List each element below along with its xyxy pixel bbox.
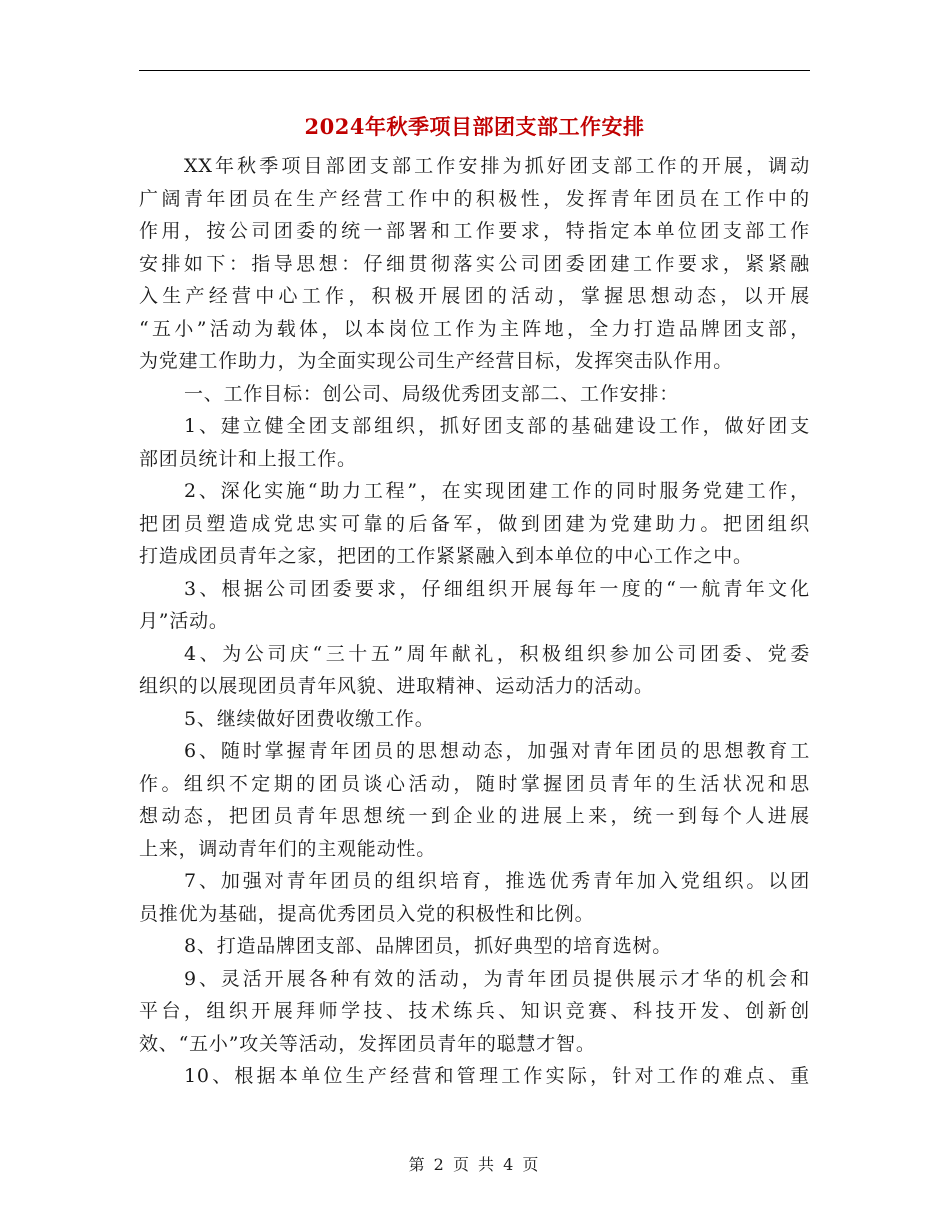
body-line: 一、工作目标：创公司、局级优秀团支部二、工作安排： [184, 382, 680, 405]
body-line: XX年秋季项目部团支部工作安排为抓好团支部工作的开展，调动 [184, 155, 810, 177]
header-rule [139, 70, 810, 71]
body-line: “五小”活动为载体，以本岗位工作为主阵地，全力打造品牌团支部， [139, 317, 810, 340]
body-line: 6、随时掌握青年团员的思想动态，加强对青年团员的思想教育工 [184, 740, 810, 762]
body-line: 5、继续做好团费收缴工作。 [184, 707, 435, 730]
body-line: 4、为公司庆“三十五”周年献礼，积极组织参加公司团委、党委 [184, 642, 810, 665]
body-line: 部团员统计和上报工作。 [139, 447, 357, 470]
body-line: 入生产经营中心工作，积极开展团的活动，掌握思想动态，以开展 [139, 285, 810, 307]
body-line: 1、建立健全团支部组织，抓好团支部的基础建设工作，做好团支 [184, 415, 810, 437]
body-line: 10、根据本单位生产经营和管理工作实际，针对工作的难点、重 [184, 1065, 810, 1087]
document-title: 2024年秋季项目部团支部工作安排 [304, 114, 645, 139]
page-number-footer: 第 2 页 共 4 页 [408, 1155, 541, 1174]
body-line: 7、加强对青年团员的组织培育，推选优秀青年加入党组织。以团 [184, 870, 810, 892]
body-line: 3、根据公司团委要求，仔细组织开展每年一度的“一航青年文化 [184, 577, 810, 600]
body-line: 安排如下：指导思想：仔细贯彻落实公司团委团建工作要求，紧紧融 [139, 252, 810, 275]
body-line: 广阔青年团员在生产经营工作中的积极性，发挥青年团员在工作中的 [139, 187, 810, 210]
body-line: 8、打造品牌团支部、品牌团员，抓好典型的培育选树。 [184, 935, 673, 957]
body-line: 为党建工作助力，为全面实现公司生产经营目标，发挥突击队作用。 [139, 350, 734, 372]
document-body [139, 150, 810, 1093]
body-line: 作。组织不定期的团员谈心活动，随时掌握团员青年的生活状况和思 [139, 772, 810, 795]
body-line: 作用，按公司团委的统一部署和工作要求，特指定本单位团支部工作 [139, 220, 810, 242]
body-line: 效、“五小”攻关等活动，发挥团员青年的聪慧才智。 [139, 1032, 596, 1055]
body-line: 上来，调动青年们的主观能动性。 [139, 837, 437, 860]
body-line: 想动态，把团员青年思想统一到企业的进展上来，统一到每个人进展 [139, 805, 810, 827]
body-line: 平台，组织开展拜师学技、技术练兵、知识竞赛、科技开发、创新创 [139, 1000, 810, 1022]
body-line: 组织的以展现团员青年风貌、进取精神、运动活力的活动。 [139, 675, 654, 697]
body-line: 月”活动。 [139, 610, 229, 632]
body-line: 打造成团员青年之家，把团的工作紧紧融入到本单位的中心工作之中。 [139, 545, 753, 567]
body-line: 9、灵活开展各种有效的活动，为青年团员提供展示才华的机会和 [184, 967, 810, 990]
body-line: 员推优为基础，提高优秀团员入党的积极性和比例。 [139, 902, 595, 925]
body-line: 2、深化实施“助力工程”，在实现团建工作的同时服务党建工作， [184, 480, 810, 502]
body-line: 把团员塑造成党忠实可靠的后备军，做到团建为党建助力。把团组织 [139, 512, 810, 535]
